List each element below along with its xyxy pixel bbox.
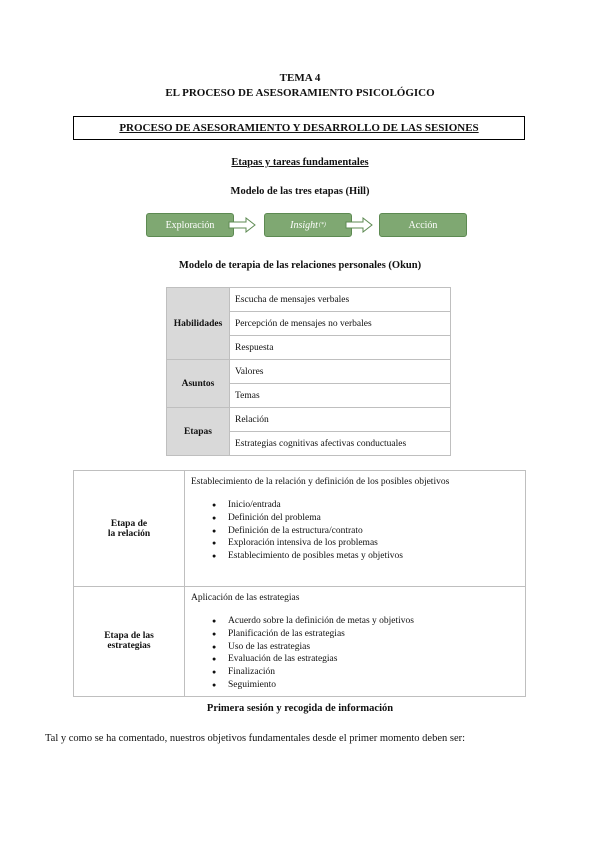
hill-model-title: Modelo de las tres etapas (Hill) (230, 186, 370, 197)
table-row (167, 408, 451, 432)
okun-cell: Estrategias cognitivas afectivas conductuales (230, 432, 451, 456)
list-item: ● Seguimiento (228, 679, 519, 692)
okun-cell: Percepción de mensajes no verbales (230, 312, 451, 336)
stage-body (185, 471, 526, 587)
insight-note: (*) (318, 222, 326, 228)
stage-body (185, 587, 526, 697)
section2-heading: Primera sesión y recogida de información (206, 703, 394, 714)
right-arrow-icon (345, 217, 373, 233)
tema-number: TEMA 4 (279, 72, 321, 84)
okun-cell: Relación (230, 408, 451, 432)
list-item: ● Inicio/entrada (228, 499, 519, 512)
list-item: ● Evaluación de las estrategias (228, 653, 519, 666)
stage-label-line: Etapa de las (104, 631, 154, 642)
table-row (167, 288, 451, 312)
list-item: ● Finalización (228, 666, 519, 679)
subheading: Etapas y tareas fundamentales (231, 157, 369, 168)
stages-table (73, 470, 526, 697)
list-item: ● Planificación de las estrategias (228, 628, 519, 641)
okun-cell: Valores (230, 360, 451, 384)
list-item: ● Definición del problema (228, 512, 519, 525)
okun-label-etapas: Etapas (167, 408, 230, 456)
okun-cell: Respuesta (230, 336, 451, 360)
stage-label-line: estrategias (107, 641, 151, 652)
flow-step-exploracion: Exploración (146, 213, 234, 237)
stage-label-line: Etapa de (110, 518, 148, 529)
table-row (167, 360, 451, 384)
stage-label-line: la relación (107, 528, 151, 539)
section-box-title: PROCESO DE ASESORAMIENTO Y DESARROLLO DE LAS SESIONES (73, 116, 525, 140)
flow-step-insight: Insight (*) (264, 213, 352, 237)
list-item: ● Definición de la estructura/contrato (228, 525, 519, 538)
stage-label (74, 587, 185, 697)
okun-model-title: Modelo de terapia de las relaciones personales (Okun) (178, 260, 422, 271)
flow-step-accion: Acción (379, 213, 467, 237)
right-arrow-icon (228, 217, 256, 233)
list-item: ● Uso de las estrategias (228, 641, 519, 654)
body-paragraph: Tal y como se ha comentado, nuestros objetivos fundamentales desde el primer momento deben ser: (45, 733, 466, 744)
stage-label (74, 471, 185, 587)
okun-table (166, 287, 451, 456)
okun-label-habilidades: Habilidades (167, 288, 230, 360)
document-title: EL PROCESO DE ASESORAMIENTO PSICOLÓGICO (165, 87, 435, 99)
stage-task-list (191, 615, 519, 692)
stage-task-list (191, 499, 519, 563)
okun-label-asuntos: Asuntos (167, 360, 230, 408)
list-item: ● Establecimiento de posibles metas y objetivos (228, 550, 519, 563)
stage-intro: Aplicación de las estrategias (191, 593, 300, 603)
okun-cell: Escucha de mensajes verbales (230, 288, 451, 312)
stage-intro: Establecimiento de la relación y definición de los posibles objetivos (191, 477, 450, 487)
okun-cell: Temas (230, 384, 451, 408)
list-item: ● Exploración intensiva de los problemas (228, 537, 519, 550)
table-row (74, 587, 526, 697)
table-row (74, 471, 526, 587)
list-item: ● Acuerdo sobre la definición de metas y objetivos (228, 615, 519, 628)
